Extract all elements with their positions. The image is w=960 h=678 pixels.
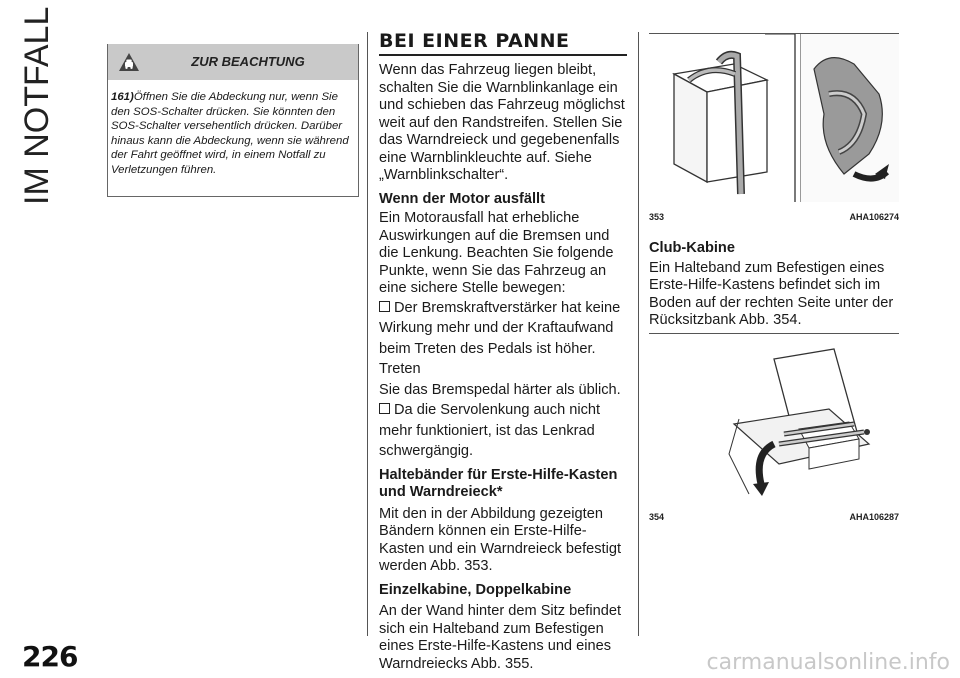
bullet-line: Wirkung mehr und der Kraftaufwand — [379, 320, 614, 336]
column-divider-right — [638, 32, 639, 636]
column-divider-left — [367, 32, 368, 636]
warning-text — [108, 80, 358, 177]
bullet-line: schwergängig. — [379, 443, 474, 459]
bullet-line: Der Bremskraftverstärker hat keine — [379, 298, 629, 319]
intro-paragraph: Wenn das Fahrzeug liegen bleibt, schalten Sie die Warnblinkanlage ein und schieben das Fahrzeug möglichst weit auf den Randstreifen. Stellen Sie das Warndreieck und gegebenenfalls eine Warnblinkleuchte auf. Siehe „Warnblinkschalter“. — [379, 62, 625, 183]
warning-header — [108, 44, 358, 80]
heading-cab: Einzelkabine, Doppelkabine — [379, 581, 572, 598]
bullet-line: Da die Servolenkung auch nicht — [379, 400, 629, 421]
checkbox-bullet-icon — [379, 301, 390, 312]
bullet-line: Sie das Bremspedal härter als üblich. — [379, 381, 621, 398]
right-text — [649, 240, 899, 330]
straps-paragraph: Mit den in der Abbildung gezeigten Bändern können ein Erste-Hilfe-Kasten und ein Warndreieck befestigt werden Abb. 353. — [379, 505, 622, 574]
warning-ref: 161) — [111, 91, 134, 103]
section-title: BEI EINER PANNE — [379, 30, 627, 56]
bullet-brake — [379, 298, 629, 401]
figure-353 — [649, 33, 899, 222]
page-number: 226 — [22, 640, 78, 673]
middle-column — [379, 30, 629, 673]
bullet-line: beim Treten des Pedals ist höher. Treten — [379, 340, 596, 377]
figure-354-illustration — [649, 344, 899, 512]
side-tab — [10, 6, 70, 210]
club-cab-paragraph: Ein Halteband zum Befestigen eines Erste-Hilfe-Kastens befindet sich im Boden auf der rechten Seite unter der Rücksitzbank Abb. 354. — [649, 259, 894, 328]
heading-club-cab: Club-Kabine — [649, 240, 735, 256]
bullet-line: mehr funktioniert, ist das Lenkrad — [379, 422, 595, 439]
figure-353-code: AHA106274 — [849, 212, 899, 222]
side-tab-label: IM NOTFALL — [18, 6, 56, 205]
figure-353-number: 353 — [649, 212, 665, 222]
figure-353-illustration — [649, 34, 899, 202]
engine-failure-paragraph: Ein Motorausfall hat erhebliche Auswirkungen auf die Bremsen und die Lenkung. Beachten Sie folgende Punkte, wenn Sie das Fahrzeug an eine sichere Stelle bewegen: — [379, 210, 614, 296]
figure-354-number: 354 — [649, 512, 665, 522]
heading-straps: Haltebänder für Erste-Hilfe-Kasten und Warndreieck* — [379, 466, 618, 500]
checkbox-bullet-icon — [379, 403, 390, 414]
figure-354-code: AHA106287 — [849, 512, 899, 522]
bullet-steering — [379, 400, 629, 462]
cab-paragraph: An der Wand hinter dem Sitz befindet sich ein Halteband zum Befestigen eines Erste-Hilfe-Kastens und eines Warndreiecks Abb. 355. — [379, 603, 622, 672]
watermark: carmanualsonline.info — [706, 650, 950, 675]
warning-body: Öffnen Sie die Abdeckung nur, wenn Sie den SOS-Schalter drücken. Sie könnten den SOS-Schalter versehentlich drücken. Darüber hinaus kann die Abdeckung, wenn sie während der Fahrt geöffnet wird, in einem Notfall zu Verletzungen führen. — [111, 91, 349, 176]
warning-title: ZUR BEACHTUNG — [191, 54, 305, 69]
heading-engine-failure: Wenn der Motor ausfällt — [379, 190, 545, 207]
figure-354 — [649, 333, 899, 522]
warning-box — [107, 44, 359, 197]
